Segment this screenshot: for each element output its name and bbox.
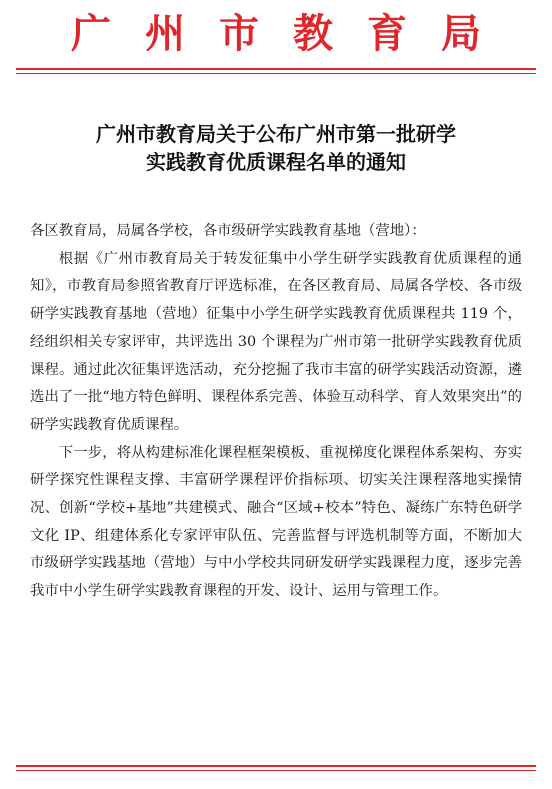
notice-title (30, 120, 522, 176)
letterhead-red-rule-thin (16, 73, 536, 74)
body-paragraph-2: 下一步，将从构建标准化课程框架模板、重视梯度化课程体系架构、夯实研学探究性课程支撑、丰富研学课程评价指标项、切实关注课程落地实操情况、创新“学校+基地”共建模式、融合“区域+校本”特色、凝练广东特色研学文化 IP、组建体系化专家评审队伍、完善监督与评选机制等方面，不断加大市级研学实践基地（营地）与中小学校共同研发研学实践课程力度，逐步完善我市中小学生研学实践教育课程的开发、设计、运用与管理工作。 (30, 444, 522, 600)
letterhead-red-rule (16, 68, 536, 70)
body-paragraph-1: 根据《广州市教育局关于转发征集中小学生研学实践教育优质课程的通知》，市教育局参照省教育厅评选标准，在各区教育局、局属各学校、各市级研学实践教育基地（营地）征集中小学生研学实践教育优质课程共 119 个，经组织相关专家评审，共评选出 30 个课程为广州市第一批研学实践教育优质课程。通过此次征集评选活动，充分挖掘了我市丰富的研学实践活动资源，遴选出了一批“地方特色鲜明、课程体系完善、体验互动科学、育人效果突出”的研学实践教育优质课程。 (30, 250, 522, 433)
footer-red-rule (16, 765, 536, 767)
salutation: 各区教育局，局属各学校，各市级研学实践教育基地（营地）： (30, 223, 426, 239)
footer-red-rule-thin (16, 770, 536, 771)
letterhead-org-name: 广州市教育局 (71, 10, 515, 57)
notice-title-line-2: 实践教育优质课程名单的通知 (146, 150, 406, 174)
notice-title-line-1: 广州市教育局关于公布广州市第一批研学 (96, 122, 456, 146)
notice-body (30, 218, 522, 606)
